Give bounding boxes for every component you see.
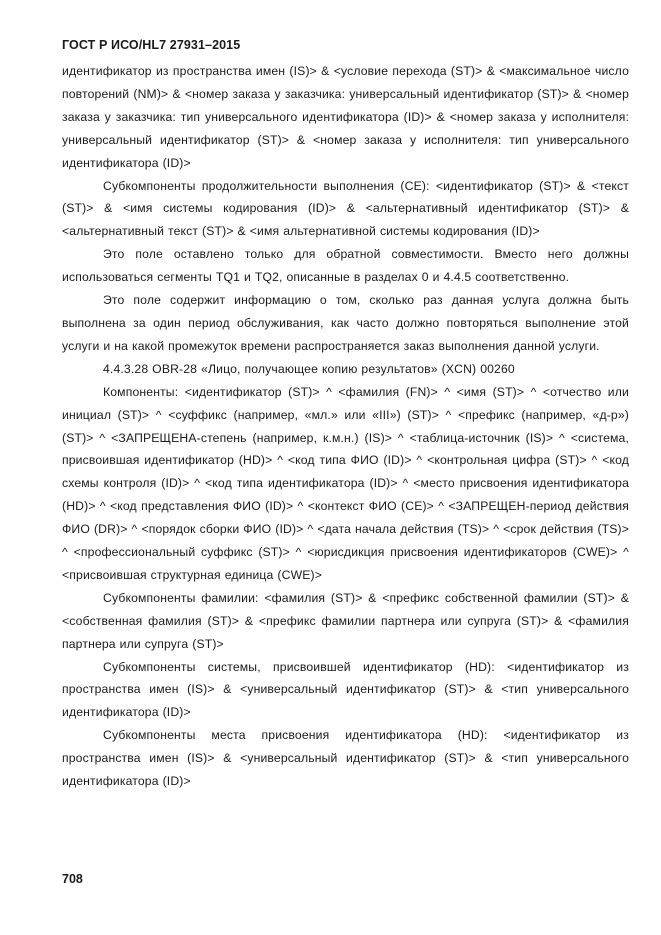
paragraph-duration-subcomponents: Субкомпоненты продолжительности выполнения (CE): <идентификатор (ST)> & <текст (ST)> & <имя системы кодирования (ID)> & <альтернативный идентификатор (ST)> & <альтернативный текст (ST)> & <имя альтернативной системы кодирования (ID)> [62, 178, 629, 239]
paragraph-continuation: идентификатор из пространства имен (IS)> & <условие перехода (ST)> & <максимальное число повторений (NM)> & <номер заказа у заказчика: универсальный идентификатор (ST)> & <номер заказа у заказчика: тип универсального идентификатора (ID)> & <номер заказа у исполнителя: универсальный идентификатор (ST)> & <номер заказа у исполнителя: тип универсального идентификатора (ID)> [62, 64, 629, 170]
paragraph-compatibility-note: Это поле оставлено только для обратной совместимости. Вместо него должны использоваться сегменты TQ1 и TQ2, описанные в разделах 0 и 4.4.5 соответственно. [62, 247, 629, 285]
paragraph-surname-subcomponents: Субкомпоненты фамилии: <фамилия (ST)> & <префикс собственной фамилии (ST)> & <собственная фамилия (ST)> & <префикс фамилии партнера или супруга (ST)> & <фамилия партнера или супруга (ST)> [62, 590, 629, 651]
section-heading: 4.4.3.28 OBR-28 «Лицо, получающее копию результатов» (XCN) 00260 [103, 361, 515, 376]
paragraph-components: Компоненты: <идентификатор (ST)> ^ <фамилия (FN)> ^ <имя (ST)> ^ <отчество или инициал (ST)> ^ <суффикс (например, «мл.» или «III») (ST)> ^ <префикс (например, «д-р») (ST)> ^ <ЗАПРЕЩЕНА-степень (например, к.м.н.) (IS)> ^ <таблица-источник (IS)> ^ <система, присвоившая идентификатор (HD)> ^ <код типа ФИО (ID)> ^ <контрольная цифра (ST)> ^ <код схемы контроля (ID)> ^ <код типа идентификатора (ID)> ^ <место присвоения идентификатора (HD)> ^ <код представления ФИО (ID)> ^ <контекст ФИО (CE)> ^ <ЗАПРЕЩЕН-период действия ФИО (DR)> ^ <порядок сборки ФИО (ID)> ^ <дата начала действия (TS)> ^ <срок действия (TS)> ^ <профессиональный суффикс (ST)> ^ <юрисдикция присвоения идентификаторов (CWE)> ^ <присвоившая структурная единица (CWE)> [62, 384, 629, 582]
paragraph-assigning-facility-subcomponents: Субкомпоненты места присвоения идентификатора (HD): <идентификатор из пространства имен (IS)> & <универсальный идентификатор (ST)> & <тип универсального идентификатора (ID)> [62, 728, 629, 789]
page-header: ГОСТ Р ИСО/HL7 27931–2015 [62, 38, 241, 52]
page-number: 708 [62, 872, 83, 886]
paragraph-assigning-system-subcomponents: Субкомпоненты системы, присвоившей идентификатор (HD): <идентификатор из пространства имен (IS)> & <универсальный идентификатор (ST)> & <тип универсального идентификатора (ID)> [62, 659, 629, 720]
document-body [62, 60, 629, 793]
paragraph-field-description: Это поле содержит информацию о том, сколько раз данная услуга должна быть выполнена за один период обслуживания, как часто должно повторяться выполнение этой услуги и на какой промежуток времени распространяется заказ выполнения данной услуги. [62, 293, 629, 353]
